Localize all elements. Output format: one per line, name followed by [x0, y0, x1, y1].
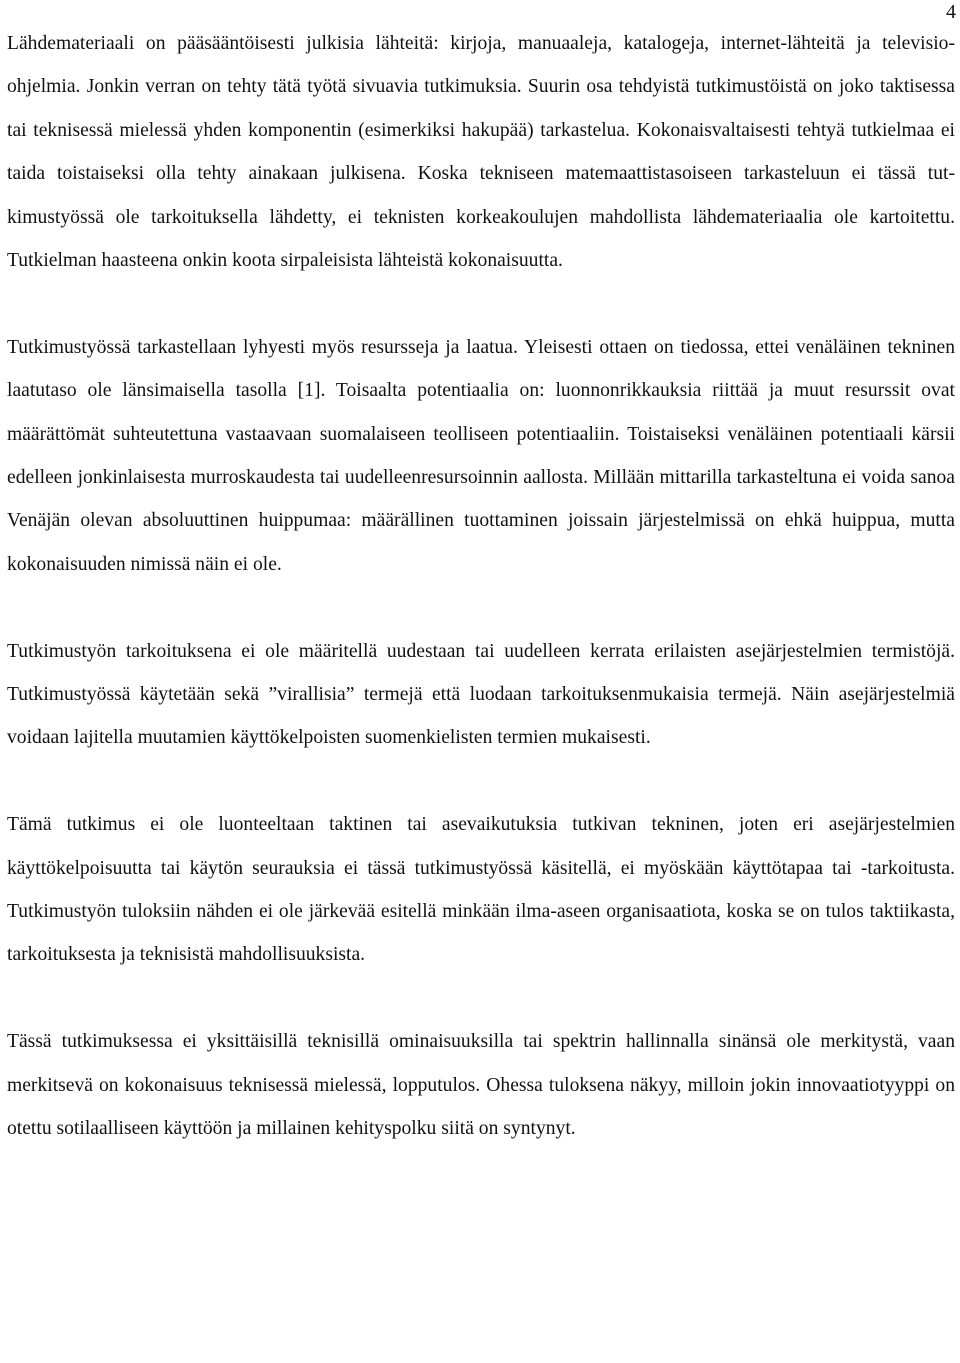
paragraph-technical-features: Tässä tutkimuksessa ei yksittäisillä teknisillä ominaisuuksilla tai spektrin hallinnalla sinänsä ole merkitystä, vaan merkitsevä on kokonaisuus teknisessä mielessä, lopputulos. Ohessa tuloksena näkyy, milloin jokin innovaatiotyyppi on otettu sotilaalliseen käyttöön ja millainen kehityspolku siitä on syntynyt.: [7, 1031, 955, 1140]
paragraph-terminology: Tutkimustyön tarkoituksena ei ole määritellä uudestaan tai uudelleen kerrata erilaisten asejärjestelmien termistöjä. Tutkimustyössä käytetään sekä ”virallisia” termejä että luodaan tarkoituksenmukaisia termejä. Näin asejärjestelmiä voidaan lajitella muutamien käyttökelpoisten suomenkielisten termien mukaisesti.: [7, 640, 955, 749]
document-body: [7, 22, 955, 1151]
paragraph-resources-quality: Tutkimustyössä tarkastellaan lyhyesti myös resursseja ja laatua. Yleisesti ottaen on tiedossa, ettei venäläinen tekninen laatutaso ole länsimaisella tasolla [1]. Toisaalta potentiaalia on: luonnonrikkauksia riittää ja muut resurssit ovat määrättömät suhteutettuna vastaavaan suomalaiseen teolliseen potentiaaliin. Toistaiseksi venäläinen potentiaali kärsii edelleen jonkinlaisesta murroskaudesta tai uudelleenresursoinnin aallosta. Millään mittarilla tarkasteltuna ei voida sanoa Venäjän olevan absoluuttinen huippumaa: määrällinen tuottaminen joissain järjestelmissä on ehkä huippua, mutta kokonaisuuden nimissä näin ei ole.: [7, 336, 955, 575]
paragraph-scope: Tämä tutkimus ei ole luonteeltaan taktinen tai asevaikutuksia tutkivan tekninen, joten eri asejärjestelmien käyttökelpoisuutta tai käytön seurauksia ei tässä tutkimustyössä käsitellä, ei myöskään käyttötapaa tai -tarkoitusta. Tutkimustyön tuloksiin nähden ei ole järkevää esitellä minkään ilma-aseen organisaatiota, koska se on tulos taktiikasta, tarkoituksesta ja teknisistä mahdollisuuksista.: [7, 814, 955, 966]
page-number: 4: [946, 1, 956, 23]
paragraph-sources: Lähdemateriaali on pääsääntöisesti julkisia lähteitä: kirjoja, manuaaleja, katalogeja, internet-lähteitä ja televisio-ohjelmia. Jonkin verran on tehty tätä työtä sivuavia tutkimuksia. Suurin osa tehdyistä tutkimustöistä on joko taktisessa tai teknisessä mielessä yhden komponentin (esimerkiksi hakupää) tarkastelua. Kokonaisvaltaisesti tehtyä tutkielmaa ei taida toistaiseksi olla tehty ainakaan julkisena. Koska tekniseen matemaattistasoiseen tarkasteluun ei tässä tutkimustyössä ole tarkoituksella lähdetty, ei teknisten korkeakoulujen mahdollista lähdemateriaalia ole kartoitettu. Tutkielman haasteena onkin koota sirpaleisista lähteistä kokonaisuutta.: [7, 33, 955, 272]
